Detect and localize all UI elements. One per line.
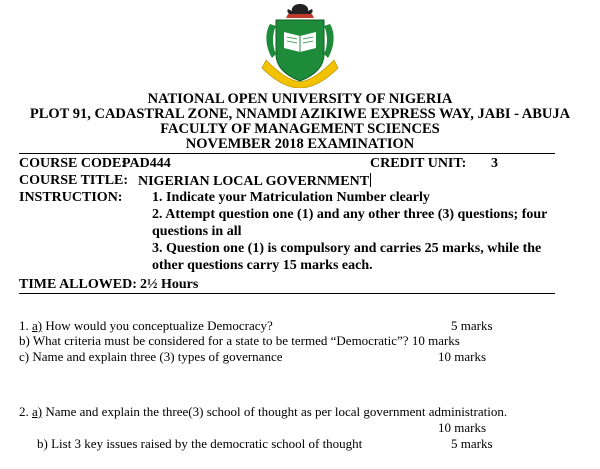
q2-number: 2. bbox=[19, 404, 29, 419]
exam-session: NOVEMBER 2018 EXAMINATION bbox=[185, 136, 415, 152]
university-name: NATIONAL OPEN UNIVERSITY OF NIGERIA bbox=[147, 91, 453, 107]
divider-top bbox=[19, 153, 555, 154]
question-1c: c) Name and explain three (3) types of governance bbox=[19, 349, 283, 364]
instruction-2-cont: questions in all bbox=[152, 224, 242, 239]
q1-number: 1. bbox=[19, 318, 29, 333]
question-1b: b) What criteria must be considered for a state to be termed “Democratic”? 10 marks bbox=[19, 333, 460, 348]
credit-unit-label: CREDIT UNIT: bbox=[370, 156, 467, 171]
question-2b: b) List 3 key issues raised by the democratic school of thought bbox=[37, 436, 363, 451]
course-title-value bbox=[138, 173, 371, 189]
question-1a bbox=[19, 319, 273, 333]
instruction-3-cont: other questions carry 15 marks each. bbox=[152, 258, 373, 273]
q2-b-marks: 5 marks bbox=[451, 436, 493, 451]
instruction-3: 3. Question one (1) is compulsory and carries 25 marks, while the bbox=[152, 241, 542, 256]
q1-a-text: How would you conceptualize Democracy? bbox=[45, 318, 273, 333]
q1-c-marks: 10 marks bbox=[438, 349, 487, 364]
instruction-2: 2. Attempt question one (1) and any other three (3) questions; four bbox=[152, 207, 548, 222]
faculty-name: FACULTY OF MANAGEMENT SCIENCES bbox=[160, 121, 440, 137]
time-allowed-value: 2½ Hours bbox=[140, 277, 199, 292]
course-code-label: COURSE CODE: bbox=[19, 156, 126, 171]
instruction-label: INSTRUCTION: bbox=[19, 190, 123, 205]
question-2a bbox=[19, 405, 507, 419]
time-allowed-label: TIME ALLOWED: bbox=[19, 277, 137, 292]
credit-unit-value: 3 bbox=[491, 156, 498, 171]
university-crest-logo bbox=[258, 2, 342, 88]
q1-a-letter: a) bbox=[32, 318, 43, 333]
q2-a-text: Name and explain the three(3) school of thought as per local government administration. bbox=[45, 404, 508, 419]
q1-a-marks: 5 marks bbox=[451, 318, 493, 333]
course-title-text: NIGERIAN LOCAL GOVERNMENT bbox=[138, 174, 370, 189]
instruction-1: 1. Indicate your Matriculation Number clearly bbox=[152, 190, 430, 205]
university-address: PLOT 91, CADASTRAL ZONE, NNAMDI AZIKIWE EXPRESS WAY, JABI - ABUJA bbox=[29, 106, 571, 122]
course-code-value: PAD444 bbox=[122, 156, 171, 171]
q2-a-marks: 10 marks bbox=[438, 420, 487, 435]
divider-bottom bbox=[19, 293, 555, 294]
q2-a-letter: a) bbox=[32, 404, 43, 419]
course-title-label: COURSE TITLE: bbox=[19, 173, 129, 188]
text-cursor bbox=[370, 173, 371, 187]
